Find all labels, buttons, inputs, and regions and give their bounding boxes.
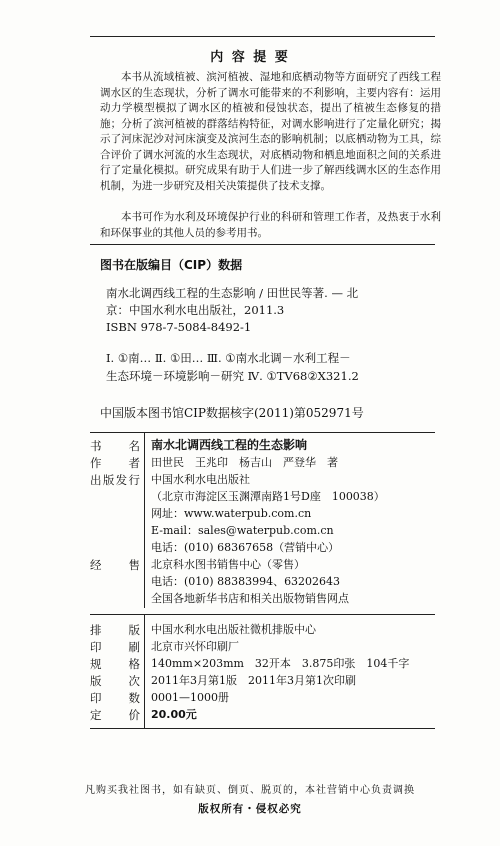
value-book-title: 南水北调西线工程的生态影响 <box>151 438 308 452</box>
label-price: 定 价 <box>90 708 140 722</box>
table-mid-rule <box>90 614 435 615</box>
label-specs: 规 格 <box>90 657 140 671</box>
table-bottom-rule <box>90 728 435 729</box>
label-publisher: 出版发行 <box>90 473 140 487</box>
label-book-title: 书 名 <box>90 439 140 453</box>
value-authors: 田世民 王兆印 杨吉山 严登华 著 <box>151 456 338 469</box>
label-distribution: 经 售 <box>90 558 140 572</box>
cip-classification-1: Ⅰ. ①南… Ⅱ. ①田… Ⅲ. ①南水北调－水利工程－ <box>106 351 351 365</box>
table-divider-upper <box>144 432 145 608</box>
value-typesetting: 中国水利水电出版社微机排版中心 <box>151 623 316 636</box>
value-printing: 北京市兴怀印刷厂 <box>151 640 239 653</box>
value-publisher-address: （北京市海淀区玉渊潭南路1号D座 100038） <box>151 490 385 503</box>
value-print-run: 0001—1000册 <box>151 691 229 704</box>
value-distribution-retailer: 北京科水图书销售中心（零售） <box>151 558 305 571</box>
value-publisher-email: E-mail：sales@waterpub.com.cn <box>151 524 334 537</box>
value-distribution-network: 全国各地新华书店和相关出版物销售网点 <box>151 592 349 605</box>
value-edition: 2011年3月第1版 2011年3月第1次印刷 <box>151 674 356 687</box>
value-price: 20.00元 <box>151 708 197 721</box>
summary-paragraph-2: 本书可作为水利及环境保护行业的科研和管理工作者，及热衷于水利和环保事业的其他人员的参考用书。 <box>100 211 441 239</box>
value-distribution-phone: 电话：(010) 88383994、63202643 <box>151 575 341 588</box>
summary-title: 内 容 提 要 <box>210 50 290 65</box>
value-publisher-phone: 电话：(010) 68367658（营销中心） <box>151 541 340 554</box>
label-print-run: 印 数 <box>90 691 140 705</box>
top-rule <box>90 36 435 37</box>
label-printing: 印 刷 <box>90 640 140 654</box>
replacement-notice: 凡购买我社图书，如有缺页、倒页、脱页的，本社营销中心负责调换 <box>85 785 415 796</box>
cip-classification-2: 生态环境－环境影响－研究 Ⅳ. ①TV68②X321.2 <box>106 369 359 383</box>
cip-core-number: 中国版本图书馆CIP数据核字(2011)第052971号 <box>100 406 364 420</box>
label-authors: 作 者 <box>90 456 140 470</box>
table-top-rule <box>90 432 435 433</box>
cip-heading: 图书在版编目（CIP）数据 <box>100 258 243 272</box>
summary-bottom-rule <box>90 244 435 245</box>
value-publisher-website: 网址：www.waterpub.com.cn <box>151 507 312 520</box>
cip-isbn: ISBN 978-7-5084-8492-1 <box>106 320 252 334</box>
label-edition: 版 次 <box>90 674 140 688</box>
cip-line-1: 南水北调西线工程的生态影响 / 田世民等著. — 北 <box>106 286 359 300</box>
table-divider-lower <box>144 614 145 728</box>
label-typesetting: 排 版 <box>90 623 140 637</box>
value-publisher-name: 中国水利水电出版社 <box>151 473 250 486</box>
value-specs: 140mm×203mm 32开本 3.875印张 104千字 <box>151 657 410 670</box>
rights-notice: 版权所有・侵权必究 <box>198 803 302 815</box>
summary-paragraph-1: 本书从流域植被、滨河植被、湿地和底栖动物等方面研究了西线工程调水区的生态现状，分析了调水可能带来的不利影响，主要内容有：运用动力学模型模拟了调水区的植被和侵蚀状态，提出了植被生态修复的措施；分析了滨河植被的群落结构特征，对调水影响进行了定量化研究；揭示了河床泥沙对河床演变及滨河生态的影响机制；以底栖动物为工具，综合评价了调水河流的水生态现状，对底栖动物和栖息地面积之间的关系进行了定量化模拟。研究成果有助于人们进一步了解西线调水区的生态作用机制，为进一步研究及相关决策提供了技术支撑。 <box>100 71 441 192</box>
cip-line-2: 京：中国水利水电出版社，2011.3 <box>106 303 285 317</box>
